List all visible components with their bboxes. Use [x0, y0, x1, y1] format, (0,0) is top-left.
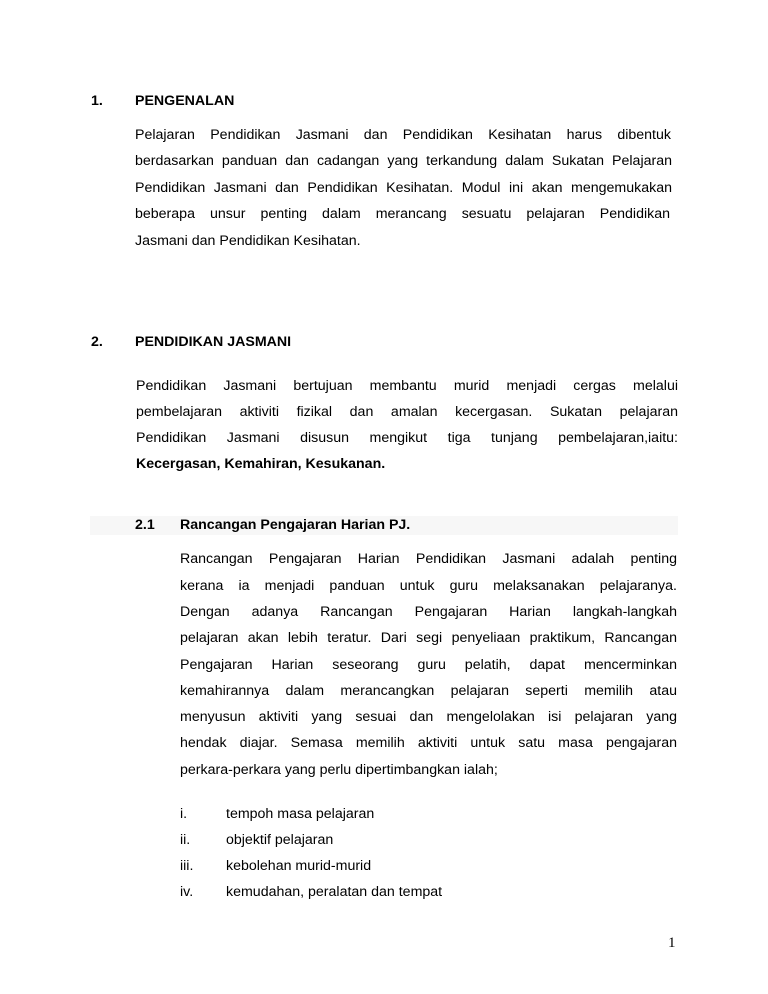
paragraph-line: berdasarkan panduan dan cadangan yang terkandung dalam Sukatan Pelajaran [135, 153, 672, 169]
paragraph-line: Jasmani dan Pendidikan Kesihatan. [135, 233, 361, 249]
list-marker: ii. [180, 832, 191, 848]
list-text: tempoh masa pelajaran [226, 806, 375, 822]
section-1-number: 1. [91, 93, 103, 109]
list-text: objektif pelajaran [226, 832, 334, 848]
section-2-title: PENDIDIKAN JASMANI [135, 334, 292, 350]
paragraph-line: hendak diajar. Semasa memilih aktiviti untuk satu masa pengajaran [180, 735, 677, 751]
list-marker: iii. [180, 858, 194, 874]
section-2-1-title: Rancangan Pengajaran Harian PJ. [180, 517, 411, 533]
paragraph-line: Pelajaran Pendidikan Jasmani dan Pendidikan Kesihatan harus dibentuk [135, 127, 671, 143]
paragraph-line: menyusun aktiviti yang sesuai dan mengelolakan isi pelajaran yang [180, 709, 677, 725]
paragraph-line: pelajaran akan lebih teratur. Dari segi penyeliaan praktikum, Rancangan [180, 630, 677, 646]
paragraph-line: beberapa unsur penting dalam merancang sesuatu pelajaran Pendidikan [135, 206, 670, 222]
section-1-title: PENGENALAN [135, 93, 235, 109]
list-text: kemudahan, peralatan dan tempat [226, 884, 443, 900]
paragraph-line: Rancangan Pengajaran Harian Pendidikan Jasmani adalah penting [180, 551, 677, 567]
paragraph-line: Dengan adanya Rancangan Pengajaran Harian langkah-langkah [180, 604, 677, 620]
list-marker: iv. [180, 884, 194, 900]
paragraph-line: perkara-perkara yang perlu dipertimbangkan ialah; [180, 762, 498, 778]
list-marker: i. [180, 806, 188, 822]
paragraph-line: kerana ia menjadi panduan untuk guru melaksanakan pelajaranya. [180, 578, 677, 594]
paragraph-line: kemahirannya dalam merancangkan pelajaran seperti memilih atau [180, 683, 677, 699]
pillars-line: Kecergasan, Kemahiran, Kesukanan. [136, 456, 386, 472]
paragraph-line: Pengajaran Harian seseorang guru pelatih, dapat mencerminkan [180, 657, 677, 673]
section-2-number: 2. [91, 334, 103, 350]
paragraph-line: pembelajaran aktiviti fizikal dan amalan kecergasan. Sukatan pelajaran [136, 404, 678, 420]
section-2-1-number: 2.1 [135, 517, 155, 533]
page-number: 1 [668, 935, 676, 951]
paragraph-line: Pendidikan Jasmani disusun mengikut tiga tunjang pembelajaran,iaitu: [136, 430, 678, 446]
paragraph-line: Pendidikan Jasmani bertujuan membantu murid menjadi cergas melalui [136, 378, 678, 394]
list-text: kebolehan murid-murid [226, 858, 372, 874]
paragraph-line: Pendidikan Jasmani dan Pendidikan Kesihatan. Modul ini akan mengemukakan [135, 180, 672, 196]
